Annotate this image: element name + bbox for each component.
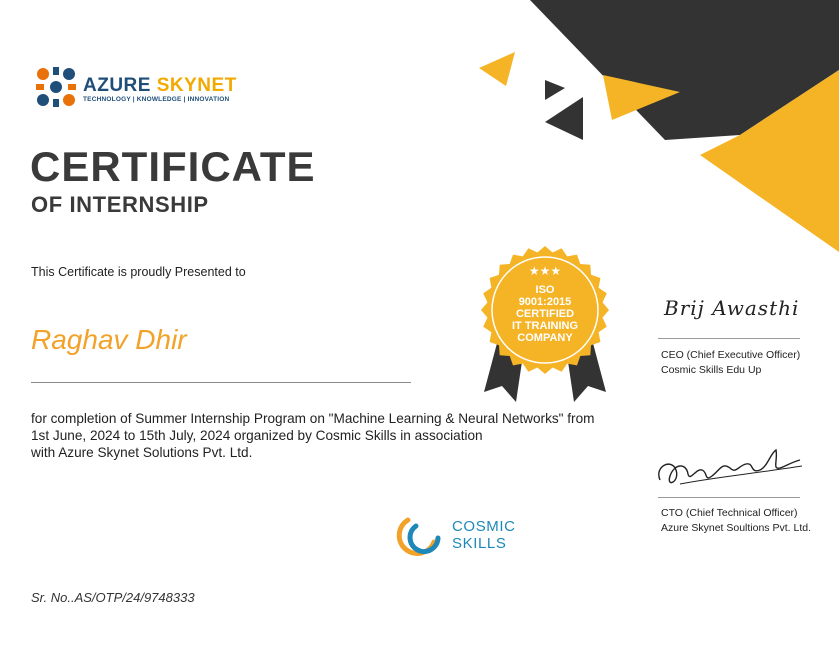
cto-signature-scribble (650, 440, 810, 500)
badge-stars-icon: ★★★ (528, 264, 562, 278)
logo-skynet-text: SKYNET (156, 75, 237, 96)
dark-mid-triangle (545, 97, 583, 140)
serial-number: Sr. No..AS/OTP/24/9748333 (31, 590, 195, 605)
ceo-role: CEO (Chief Executive Officer) (661, 349, 801, 361)
badge-line: ISO (535, 284, 555, 296)
logo-tagline: TECHNOLOGY | KNOWLEDGE | INNOVATION (83, 96, 230, 103)
certificate-title: CERTIFICATE (30, 143, 316, 190)
orange-left-triangle (479, 52, 515, 86)
logo-azure-text: AZURE (83, 75, 151, 96)
ceo-signature: Brij Awasthi (664, 296, 800, 320)
badge-line: 9001:2015 (518, 296, 572, 308)
ceo-signature-line (658, 338, 800, 339)
certificate-subtitle: OF INTERNSHIP (31, 192, 209, 217)
recipient-name: Raghav Dhir (31, 324, 187, 355)
cto-role: CTO (Chief Technical Officer) (661, 507, 798, 519)
cto-signature-line (658, 497, 800, 498)
cto-org: Azure Skynet Soultions Pvt. Ltd. (661, 522, 811, 534)
description-line: for completion of Summer Internship Program on "Machine Learning & Neural Networks" from (31, 411, 595, 426)
badge-text (487, 284, 603, 344)
badge-line: COMPANY (517, 332, 573, 344)
name-underline (31, 382, 411, 383)
badge-line: IT TRAINING (512, 320, 578, 332)
badge-line: CERTIFIED (515, 308, 575, 320)
ceo-org: Cosmic Skills Edu Up (661, 364, 762, 376)
certificate-description (31, 410, 661, 461)
cosmic-text-line2: SKILLS (452, 535, 507, 552)
cosmic-skills-text (452, 518, 516, 552)
description-line: 1st June, 2024 to 15th July, 2024 organized by Cosmic Skills in association (31, 428, 483, 443)
presented-to-text: This Certificate is proudly Presented to (31, 265, 246, 279)
logo-mark-icon (33, 64, 79, 110)
dark-small-triangle (545, 80, 565, 100)
cosmic-text-line1: COSMIC (452, 518, 516, 535)
description-line: with Azure Skynet Solutions Pvt. Ltd. (31, 445, 253, 460)
logo-wordmark (83, 76, 237, 96)
azure-skynet-logo (33, 64, 243, 112)
cosmic-arc-blue-icon (410, 526, 438, 551)
